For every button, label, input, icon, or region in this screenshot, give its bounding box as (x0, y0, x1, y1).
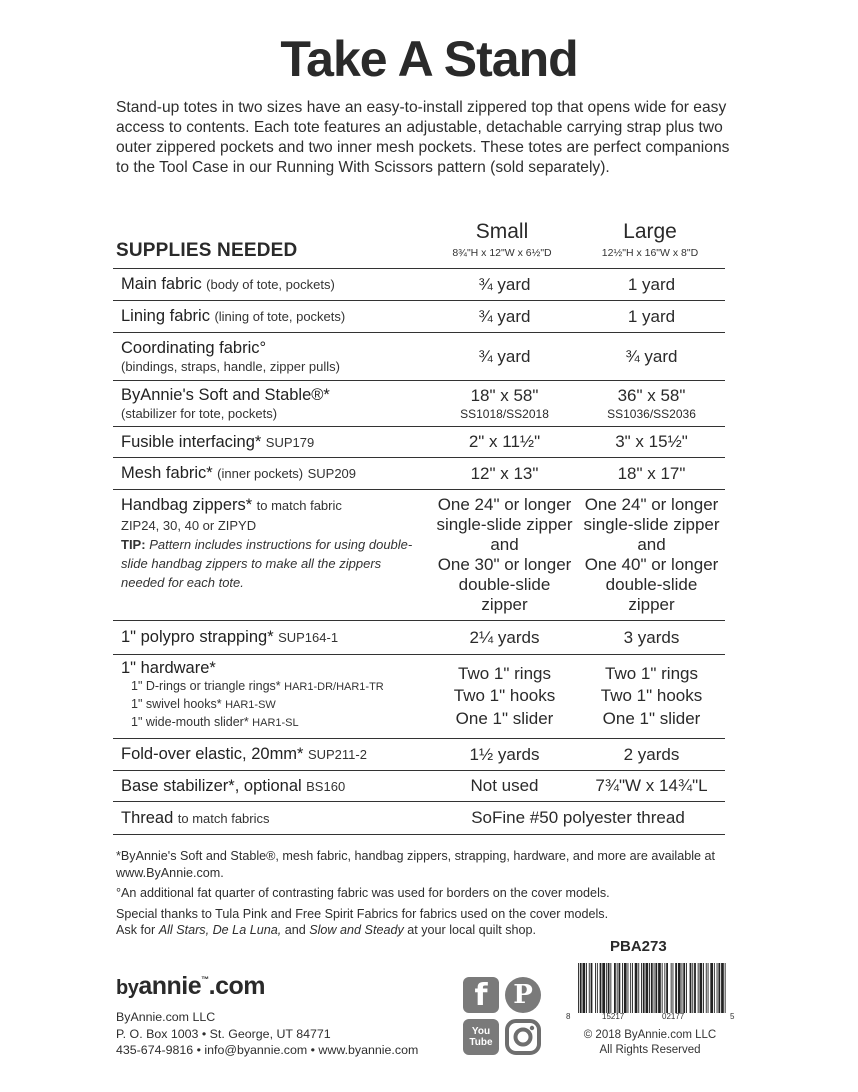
ask-pre: Ask for (116, 923, 156, 937)
barcode-bar (628, 963, 629, 1013)
company-info (116, 1009, 418, 1059)
value-small (431, 381, 578, 427)
barcode-bar (646, 963, 649, 1013)
barcode-bar (619, 963, 621, 1013)
row-label (113, 655, 431, 739)
fabric-names-1: All Stars, De La Luna, (158, 923, 282, 937)
value-line: zipper (628, 595, 675, 614)
value-large: 2 yards (578, 739, 725, 771)
barcode-bar (622, 963, 623, 1013)
value-small: ¾ yard (431, 301, 578, 333)
value-line: Two 1" rings (605, 663, 698, 683)
value-line: single-slide zipper (436, 515, 573, 534)
table-row (113, 458, 725, 490)
footnotes (116, 848, 736, 943)
table-row (113, 301, 725, 333)
hardware-sub-code: HAR1-DR/HAR1-TR (284, 681, 384, 693)
barcode-bar (686, 963, 687, 1013)
item-name: Fold-over elastic, 20mm* (121, 745, 304, 763)
value-line: One 24" or longer (584, 495, 719, 514)
pinterest-icon[interactable]: P (505, 977, 541, 1013)
copyright (560, 1028, 740, 1057)
barcode-bar (617, 963, 618, 1013)
barcode-bar (710, 963, 713, 1013)
barcode-bar (591, 963, 593, 1013)
barcode-bar (583, 963, 586, 1013)
barcode-bar (600, 963, 602, 1013)
value-large: 7¾"W x 14¾"L (578, 771, 725, 802)
value-small (431, 655, 578, 739)
barcode-bar (632, 963, 633, 1013)
column-small-header (432, 220, 572, 259)
barcode-bar (678, 963, 681, 1013)
row-label (113, 739, 431, 771)
value-large: 3" x 15½" (578, 427, 725, 458)
item-desc: to match fabric (256, 498, 342, 513)
barcode-bar (718, 963, 720, 1013)
barcode-bar (610, 963, 611, 1013)
value-line: One 24" or longer (437, 495, 572, 514)
table-row (113, 802, 725, 835)
company-name: ByAnnie.com LLC (116, 1010, 216, 1024)
barcode-bar (595, 963, 596, 1013)
value-line: One 1" slider (602, 708, 701, 728)
item-name: Handbag zippers* (121, 496, 253, 514)
value-large: ¾ yard (578, 333, 725, 381)
intro-paragraph: Stand-up totes in two sizes have an easy-to-install zippered top that opens wide for easy access to contents. Each tote features an adjustable, detachable carrying strap plus two outer zippered pockets and two inner mesh pockets. These totes are perfect companions to the Tool Case in our Running With Scissors pattern (sold separately). (116, 99, 730, 176)
barcode-bar (664, 963, 665, 1013)
barcode-bar (698, 963, 699, 1013)
item-name: Coordinating fabric° (121, 339, 267, 357)
barcode-bar (700, 963, 703, 1013)
barcode-bar (602, 963, 605, 1013)
value-line: and (490, 535, 519, 554)
footnote-availability: *ByAnnie's Soft and Stable®, mesh fabric, handbag zippers, strapping, hardware, and more are available at www.ByAnnie.com. (116, 849, 716, 880)
footnote-thanks: Special thanks to Tula Pink and Free Spirit Fabrics for fabrics used on the cover models. (116, 906, 609, 921)
barcode-bar (638, 963, 639, 1013)
youtube-icon[interactable]: You Tube (463, 1019, 499, 1055)
footnote-ask (116, 922, 736, 939)
barcode-digit-2: 15217 (602, 1012, 625, 1021)
barcode-digit-3: 02177 (662, 1012, 685, 1021)
value-small: ¾ yard (431, 333, 578, 381)
barcode-bar (690, 963, 692, 1013)
value-line: double-slide (605, 575, 698, 594)
barcode-digit-4: 5 (730, 1012, 735, 1021)
hardware-sub (121, 714, 425, 732)
value-line: single-slide zipper (583, 515, 720, 534)
value-small: ¾ yard (431, 269, 578, 301)
fabric-names-2: Slow and Steady (309, 923, 404, 937)
copyright-rights: All Rights Reserved (599, 1043, 701, 1056)
item-desc: (lining of tote, pockets) (214, 309, 346, 324)
column-large-label: Large (623, 220, 677, 243)
barcode-bar (641, 963, 642, 1013)
row-label (113, 458, 431, 490)
table-row (113, 490, 725, 621)
table-row (113, 739, 725, 771)
barcode-bar (614, 963, 616, 1013)
logo-annie: annie (138, 972, 202, 1000)
row-label (113, 490, 431, 621)
barcode-bar (624, 963, 627, 1013)
value-line: zipper (481, 595, 528, 614)
barcode-bar (673, 963, 674, 1013)
barcode-bar (589, 963, 590, 1013)
hardware-sub-code: HAR1-SL (252, 717, 299, 729)
tip-text (121, 535, 425, 592)
barcode-bar (683, 963, 685, 1013)
footnote-fat-quarter: °An additional fat quarter of contrasting fabric was used for borders on the cover models. (116, 886, 610, 900)
row-label (113, 427, 431, 458)
item-code: SUP211-2 (307, 747, 367, 762)
hardware-sub (121, 696, 425, 714)
value-line: Two 1" hooks (453, 686, 556, 706)
hardware-sub-text: 1" swivel hooks* (131, 697, 222, 711)
barcode-bar (671, 963, 672, 1013)
value-large: 1 yard (578, 301, 725, 333)
column-large-header (580, 220, 720, 259)
value-code: SS1018/SS2018 (460, 406, 549, 421)
item-code: SUP164-1 (278, 630, 339, 645)
barcode (576, 963, 728, 1013)
hardware-sub-text: 1" D-rings or triangle rings* (131, 679, 281, 693)
table-row (113, 621, 725, 655)
table-row (113, 655, 725, 739)
item-name: Fusible interfacing* (121, 432, 262, 451)
logo-com: .com (208, 972, 265, 1000)
barcode-bar (708, 963, 709, 1013)
barcode-bar (608, 963, 610, 1013)
value-line: Two 1" rings (458, 663, 551, 683)
barcode-bar (721, 963, 724, 1013)
ask-post: at your local quilt shop. (407, 923, 537, 937)
value-large (578, 655, 725, 739)
item-name: 1" hardware* (121, 659, 216, 677)
barcode-bar (714, 963, 715, 1013)
value-large (578, 381, 725, 427)
value-small (431, 490, 578, 621)
logo-by: by (116, 977, 139, 999)
barcode-bar (597, 963, 598, 1013)
row-label (113, 771, 431, 802)
item-desc: to match fabrics (177, 810, 270, 826)
barcode-bar (630, 963, 631, 1013)
column-small-label: Small (475, 220, 529, 243)
value-line: One 30" or longer (437, 555, 572, 574)
tip-body: Pattern includes instructions for using double-slide handbag zippers to make all the zippers needed for each tote. (121, 537, 413, 590)
row-label (113, 621, 431, 655)
company-address: P. O. Box 1003 • St. George, UT 84771 (116, 1026, 331, 1041)
value-line: One 1" slider (455, 708, 554, 728)
value-small: 2" x 11½" (431, 427, 578, 458)
pattern-code: PBA273 (610, 938, 667, 955)
row-label (113, 802, 431, 835)
value-large (578, 490, 725, 621)
barcode-digit-1: 8 (566, 1012, 571, 1021)
table-row (113, 771, 725, 802)
hardware-sub-code: HAR1-SW (225, 699, 276, 711)
copyright-line: © 2018 ByAnnie.com LLC (583, 1029, 717, 1041)
row-label (113, 333, 431, 381)
item-name: Main fabric (121, 275, 202, 293)
value-line: Two 1" hooks (600, 686, 703, 706)
table-row (113, 333, 725, 381)
logo-tm: ™ (201, 975, 209, 984)
company-contact: 435-674-9816 • info@byannie.com • www.byannie.com (116, 1043, 419, 1057)
supplies-heading: SUPPLIES NEEDED (116, 240, 298, 261)
column-large-dims: 12½"H x 16"W x 8"D (601, 247, 699, 259)
row-label (113, 269, 431, 301)
item-desc: (bindings, straps, handle, zipper pulls) (121, 359, 340, 374)
byannie-logo (116, 972, 265, 1001)
value-large: 1 yard (578, 269, 725, 301)
item-desc: (stabilizer for tote, pockets) (121, 406, 278, 421)
table-row (113, 427, 725, 458)
table-row (113, 269, 725, 301)
table-row (113, 381, 725, 427)
barcode-bar (586, 963, 587, 1013)
item-name: Thread (121, 808, 174, 827)
item-name: ByAnnie's Soft and Stable®* (121, 386, 330, 404)
barcode-bar (655, 963, 657, 1013)
instagram-icon[interactable] (505, 1019, 541, 1055)
barcode-bar (654, 963, 655, 1013)
barcode-bar (578, 963, 579, 1013)
value-size: 18" x 58" (470, 385, 539, 405)
item-name: Mesh fabric* (121, 464, 213, 482)
value-small: Not used (431, 771, 578, 802)
barcode-bar (694, 963, 696, 1013)
item-name: 1" polypro strapping* (121, 628, 274, 646)
value-both: SoFine #50 polyester thread (431, 802, 725, 835)
barcode-bar (675, 963, 677, 1013)
item-desc: (body of tote, pockets) (206, 277, 335, 292)
barcode-bar (706, 963, 707, 1013)
value-large: 18" x 17" (578, 458, 725, 490)
facebook-icon[interactable]: f (463, 977, 499, 1013)
value-line: One 40" or longer (584, 555, 719, 574)
supplies-table (113, 268, 725, 835)
item-desc: (inner pockets) (217, 466, 304, 481)
barcode-bar (717, 963, 718, 1013)
row-label (113, 381, 431, 427)
barcode-bar (662, 963, 663, 1013)
instagram-glyph (505, 1019, 541, 1055)
value-line: double-slide (458, 575, 551, 594)
barcode-bar (606, 963, 607, 1013)
item-code: ZIP24, 30, 40 or ZIPYD (121, 518, 257, 533)
value-size: 36" x 58" (617, 385, 686, 405)
item-code: SUP179 (265, 434, 315, 450)
item-code: BS160 (306, 778, 346, 794)
social-icons (463, 977, 543, 1057)
hardware-sub (121, 678, 425, 696)
barcode-bar (635, 963, 638, 1013)
barcode-bar (649, 963, 650, 1013)
barcode-bar (580, 963, 582, 1013)
barcode-bar (692, 963, 693, 1013)
value-large: 3 yards (578, 621, 725, 655)
ask-mid: and (284, 923, 306, 937)
barcode-bar (666, 963, 668, 1013)
row-label (113, 301, 431, 333)
value-small: 12" x 13" (431, 458, 578, 490)
item-name: Lining fabric (121, 307, 210, 325)
value-small: 2¼ yards (431, 621, 578, 655)
barcode-bar (651, 963, 653, 1013)
hardware-sub-text: 1" wide-mouth slider* (131, 715, 249, 729)
barcode-bar (725, 963, 726, 1013)
barcode-bar (703, 963, 704, 1013)
barcode-bar (643, 963, 645, 1013)
item-name: Base stabilizer*, optional (121, 776, 302, 795)
value-line: and (637, 535, 666, 554)
value-small: 1½ yards (431, 739, 578, 771)
column-small-dims: 8¾"H x 12"W x 6½"D (452, 247, 552, 259)
barcode-bar (682, 963, 683, 1013)
value-code: SS1036/SS2036 (607, 406, 696, 421)
item-code: SUP209 (307, 466, 357, 481)
tip-label: TIP: (121, 537, 146, 552)
barcode-bar (658, 963, 661, 1013)
page-title: Take A Stand (280, 31, 578, 87)
